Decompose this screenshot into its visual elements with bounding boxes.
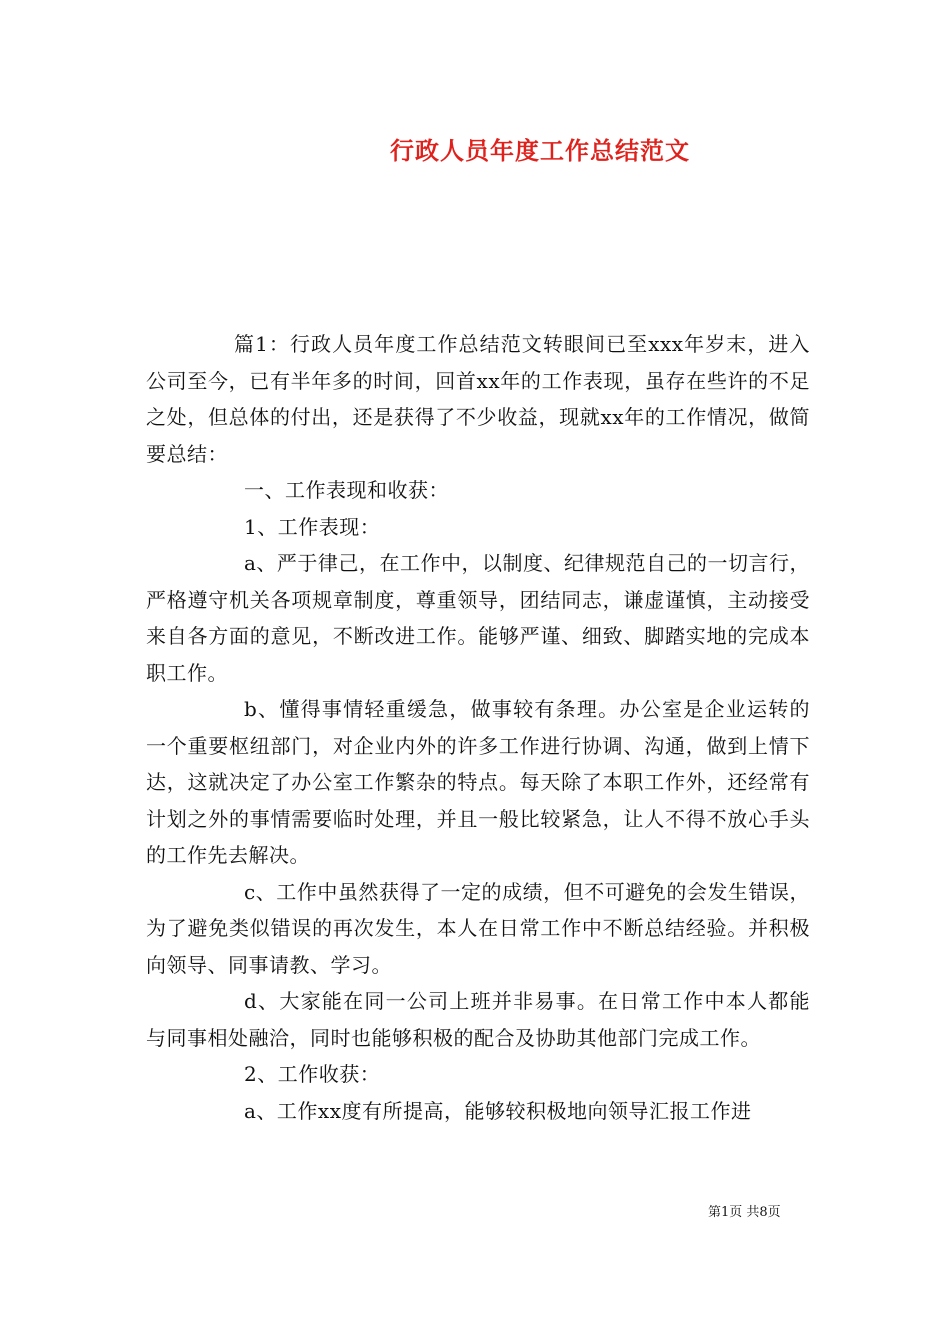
paragraph-item-d: d、大家能在同一公司上班并非易事。在日常工作中本人都能与同事相处融洽，同时也能够积极的配合及协助其他部门完成工作。 [146, 989, 810, 1050]
subsection-heading-gains: 2、工作收获： [244, 1062, 381, 1086]
subsection-heading-performance: 1、工作表现： [244, 514, 381, 539]
paragraph-gains-a: a、工作xx度有所提高，能够较积极地向领导汇报工作进 [244, 1098, 752, 1123]
section-heading-1: 一、工作表现和收获： [244, 478, 449, 502]
document-title: 行政人员年度工作总结范文 [390, 136, 690, 165]
page-number-footer: 第1页 共8页 [708, 1205, 781, 1220]
paragraph-item-a: a、严于律己，在工作中，以制度、纪律规范自己的一切言行，严格遵守机关各项规章制度，尊重领导，团结同志，谦虚谨慎，主动接受来自各方面的意见，不断改进工作。能够严谨、细致、脚踏实地的完成本职工作。 [146, 551, 810, 685]
paragraph-intro: 篇1：行政人员年度工作总结范文转眼间已至xxx年岁末，进入公司至今，已有半年多的时间，回首xx年的工作表现，虽存在些许的不足之处，但总体的付出，还是获得了不少收益，现就xx年的工作情况，做简要总结： [146, 332, 810, 466]
paragraph-item-b: b、懂得事情轻重缓急，做事较有条理。办公室是企业运转的一个重要枢纽部门，对企业内外的许多工作进行协调、沟通，做到上情下达，这就决定了办公室工作繁杂的特点。每天除了本职工作外，还经常有计划之外的事情需要临时处理，并且一般比较紧急，让人不得不放心手头的工作先去解决。 [146, 697, 810, 867]
document-body [146, 326, 810, 1129]
paragraph-item-c: c、工作中虽然获得了一定的成绩，但不可避免的会发生错误，为了避免类似错误的再次发生，本人在日常工作中不断总结经验。并积极向领导、同事请教、学习。 [146, 879, 810, 977]
